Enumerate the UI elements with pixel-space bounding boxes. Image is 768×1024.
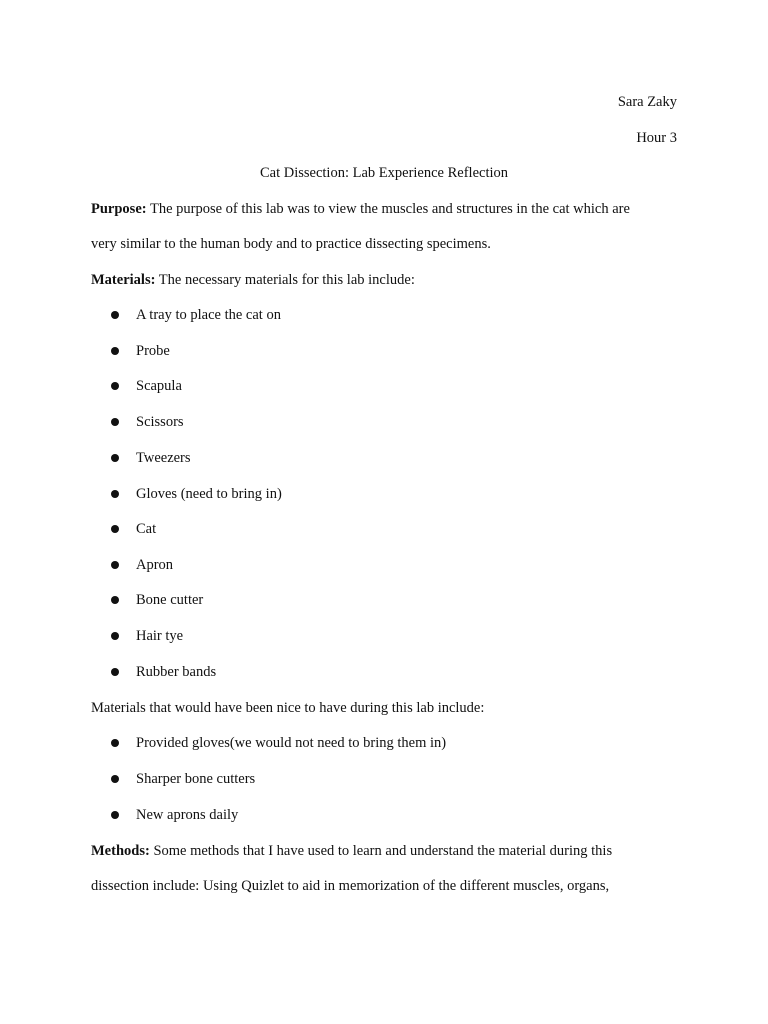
list-item-text: A tray to place the cat on xyxy=(136,307,281,323)
list-item-text: Rubber bands xyxy=(136,664,217,680)
list-item-text: Provided gloves(we would not need to bring them in) xyxy=(136,735,447,751)
bullet-icon xyxy=(111,739,119,747)
bullet-icon xyxy=(111,418,119,426)
list-item-text: Scissors xyxy=(136,414,184,430)
materials-intro xyxy=(91,270,677,290)
bullet-icon xyxy=(111,596,119,604)
bullet-icon xyxy=(111,632,119,640)
methods-paragraph-line-2: dissection include: Using Quizlet to aid in memorization of the different muscles, organs, xyxy=(91,878,610,894)
methods-label: Methods: xyxy=(91,843,150,859)
list-item-text: Tweezers xyxy=(136,450,191,466)
bullet-icon xyxy=(111,525,119,533)
methods-paragraph-line-1 xyxy=(91,841,677,861)
document-title: Cat Dissection: Lab Experience Reflection xyxy=(259,165,509,181)
list-item-text: Gloves (need to bring in) xyxy=(136,486,282,502)
list-item-text: New aprons daily xyxy=(136,807,239,823)
bullet-icon xyxy=(111,811,119,819)
materials-intro-text: The necessary materials for this lab include: xyxy=(155,272,415,288)
list-item-text: Sharper bone cutters xyxy=(136,771,256,787)
class-hour: Hour 3 xyxy=(636,130,677,146)
list-item-text: Probe xyxy=(136,343,170,359)
list-item-text: Scapula xyxy=(136,378,182,394)
bullet-icon xyxy=(111,775,119,783)
bullet-icon xyxy=(111,347,119,355)
bullet-icon xyxy=(111,668,119,676)
bullet-icon xyxy=(111,382,119,390)
purpose-paragraph-line-1 xyxy=(91,199,677,219)
bullet-icon xyxy=(111,561,119,569)
methods-text: Some methods that I have used to learn and understand the material during this xyxy=(149,843,613,859)
purpose-text: The purpose of this lab was to view the muscles and structures in the cat which are xyxy=(146,201,630,217)
nice-to-have-intro: Materials that would have been nice to have during this lab include: xyxy=(91,700,485,716)
purpose-paragraph-line-2: very similar to the human body and to practice dissecting specimens. xyxy=(91,236,491,252)
materials-label: Materials: xyxy=(91,272,156,288)
list-item-text: Hair tye xyxy=(136,628,184,644)
bullet-icon xyxy=(111,311,119,319)
bullet-icon xyxy=(111,490,119,498)
purpose-label: Purpose: xyxy=(91,201,147,217)
list-item-text: Bone cutter xyxy=(136,592,204,608)
bullet-icon xyxy=(111,454,119,462)
author-name: Sara Zaky xyxy=(617,94,677,110)
list-item-text: Apron xyxy=(136,557,174,573)
list-item-text: Cat xyxy=(136,521,157,537)
